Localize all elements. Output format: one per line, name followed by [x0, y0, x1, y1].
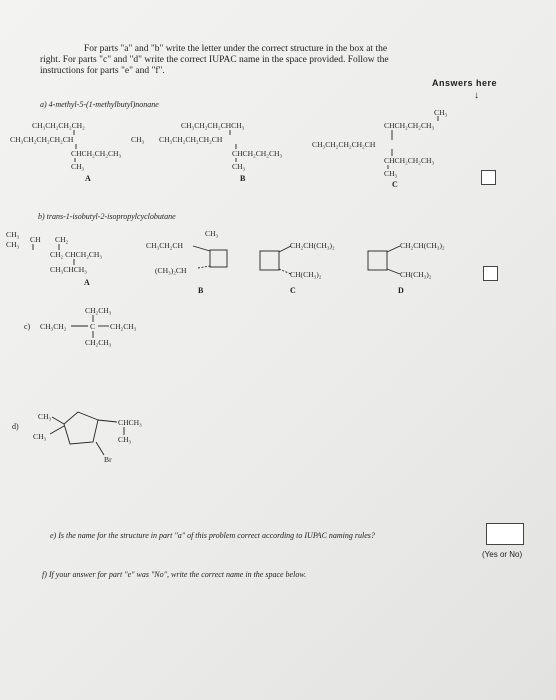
c-bottom: CH₂CH₃ [85, 338, 112, 347]
a-B-row4: CH₃ [232, 162, 246, 171]
a-B-row3: CHCH₂CH₂CH₃ [232, 149, 283, 158]
a-C-row4: CH₃ [384, 169, 398, 178]
b-B-me: CH₃ [205, 229, 219, 238]
c-top: CH₂CH₃ [85, 306, 112, 315]
part-c-label: c) [24, 322, 31, 331]
answers-header: Answers here [432, 78, 498, 88]
b-A-ch: CH [30, 235, 41, 244]
b-A-letter: A [84, 278, 90, 287]
b-A-row3: CH₃CHCH₃ [50, 265, 87, 274]
a-C-row1: CHCH₂CH₂CH₃ [384, 121, 435, 130]
c-mid-right: CH₂CH₃ [110, 322, 137, 331]
d-side1: CHCH₃ [118, 418, 142, 427]
b-D-bond-1 [387, 246, 400, 252]
down-arrow-icon: ↓ [474, 90, 479, 101]
instructions-line-2: right. For parts "c" and "d" write the correct IUPAC name in the space provided. Follow the [40, 55, 389, 65]
c-mid-c: C [90, 322, 96, 331]
b-B-bond-1 [193, 246, 210, 251]
b-C-row1: CH₂CH(CH₃)₂ [290, 241, 335, 250]
d-br: Br [104, 455, 112, 464]
d-ring [64, 412, 98, 444]
b-D-bond-2 [387, 269, 400, 274]
b-B-row2: (CH₃)₂CH [155, 266, 187, 275]
b-B-ring [210, 250, 227, 267]
b-D-ring [368, 251, 387, 270]
a-C-row2: CH₃CH₂CH₂CH₂CH [312, 140, 376, 149]
b-B-letter: B [198, 286, 204, 295]
instructions-line-3: instructions for parts "e" and "f". [40, 66, 165, 76]
a-A-row5: CH₃ [71, 162, 85, 171]
a-B-letter: B [240, 174, 246, 183]
b-C-letter: C [290, 286, 296, 295]
a-B-row2: CH₃CH₂CH₂CH₂CH [159, 135, 223, 144]
a-A-row3: CH₃ [131, 135, 145, 144]
a-C-row3: CHCH₂CH₂CH₃ [384, 156, 435, 165]
d-side2: CH₃ [118, 435, 132, 444]
b-A-me2: CH₃ [6, 240, 20, 249]
a-C-letter: C [392, 180, 398, 189]
a-C-row0: CH₃ [434, 108, 448, 117]
instructions-line-1: For parts "a" and "b" write the letter under the correct structure in the box at the [84, 44, 388, 54]
part-a-label: a) 4-methyl-5-(1-methylbutyl)nonane [40, 100, 159, 109]
d-bond-side [98, 420, 117, 422]
b-A-ch2: CH₂ [55, 235, 69, 244]
b-B-row1: CH₃CH₂CH [146, 241, 183, 250]
b-A-row2: CH₂ CHCH₂CH₃ [50, 250, 103, 259]
b-D-row1: CH₂CH(CH₃)₂ [400, 241, 445, 250]
d-bond-me2 [50, 426, 64, 434]
part-e-hint: (Yes or No) [482, 550, 523, 559]
part-d-label: d) [12, 422, 19, 431]
b-C-bond-1 [279, 246, 291, 252]
b-C-ring [260, 251, 279, 270]
b-D-row2: CH(CH₃)₂ [400, 270, 432, 279]
c-mid-left: CH₃CH₂ [40, 322, 67, 331]
b-C-bond-2 [279, 269, 291, 274]
a-A-row1: CH₃CH₂CH₂CH₂ [32, 121, 85, 130]
d-me2: CH₃ [33, 432, 47, 441]
part-f-question: f) If your answer for part "e" was "No", write the correct name in the space below. [42, 570, 307, 579]
d-bond-br [96, 442, 104, 455]
a-A-letter: A [85, 174, 91, 183]
d-me1: CH₃ [38, 412, 52, 421]
part-e-question: e) Is the name for the structure in part "a" of this problem correct according to IUPAC naming rules? [50, 531, 375, 540]
part-b-label: b) trans-1-isobutyl-2-isopropylcyclobutane [38, 212, 176, 221]
a-B-row1: CH₃CH₂CH₂CHCH₃ [181, 121, 245, 130]
b-C-row2: CH(CH₃)₂ [290, 270, 322, 279]
d-bond-me1 [52, 417, 64, 424]
b-A-me1: CH₃ [6, 230, 20, 239]
a-A-row4: CHCH₂CH₂CH₃ [71, 149, 122, 158]
a-A-row2: CH₃CH₂CH₂CH₂CH [10, 135, 74, 144]
b-D-letter: D [398, 286, 404, 295]
b-B-bond-2 [198, 266, 210, 268]
